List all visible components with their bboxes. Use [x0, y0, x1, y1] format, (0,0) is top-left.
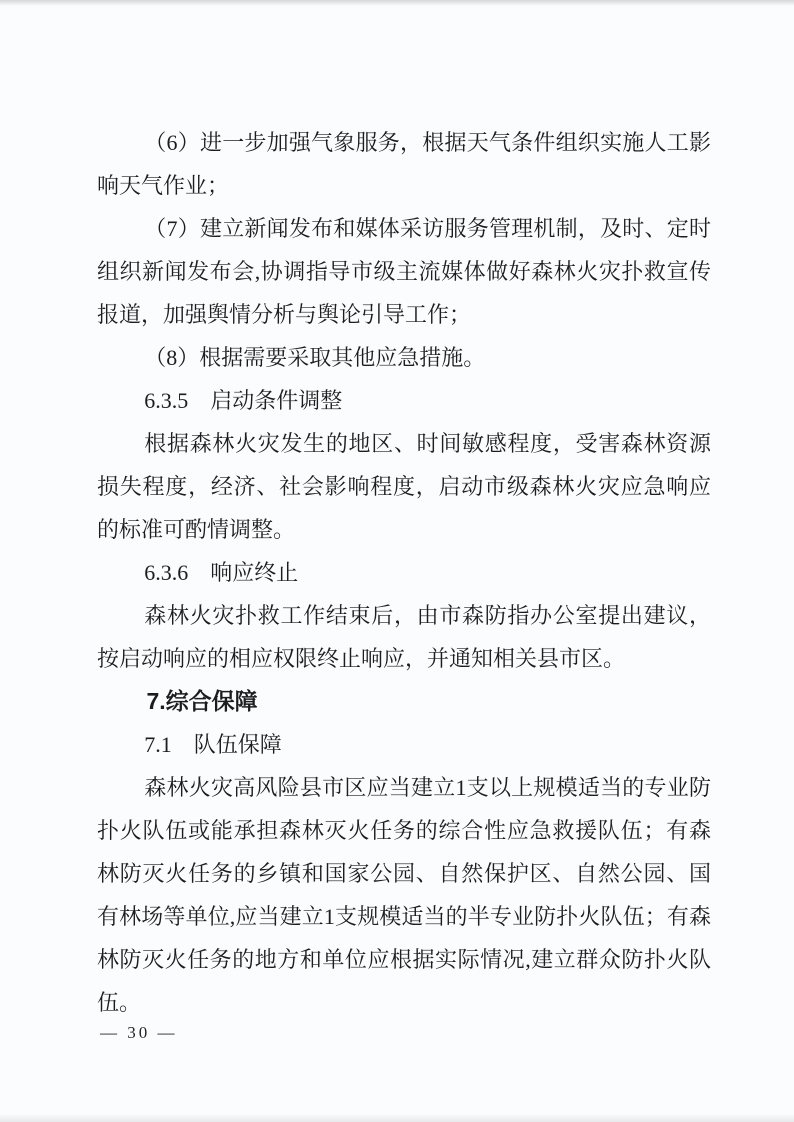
- response-termination-paragraph: 森林火灾扑救工作结束后，由市森防指办公室提出建议，按启动响应的相应权限终止响应，并通知相关县市区。: [97, 603, 711, 671]
- document-body: [97, 121, 711, 1024]
- clause-6-paragraph: （6）进一步加强气象服务，根据天气条件组织实施人工影响天气作业；: [97, 130, 711, 198]
- clause-7-paragraph: （7）建立新闻发布和媒体采访服务管理机制，及时、定时组织新闻发布会,协调指导市级主流媒体做好森林火灾扑救宣传报道，加强舆情分析与舆论引导工作；: [97, 216, 711, 327]
- team-support-paragraph: 森林火灾高风险县市区应当建立1支以上规模适当的专业防扑火队伍或能承担森林灭火任务的综合性应急救援队伍；有森林防灭火任务的乡镇和国家公园、自然保护区、自然公园、国有林场等单位,应当建立1支规模适当的半专业防扑火队伍；有森林防灭火任务的地方和单位应根据实际情况,建立群众防扑火队伍。: [97, 775, 711, 1015]
- activation-criteria-paragraph: 根据森林火灾发生的地区、时间敏感程度，受害森林资源损失程度，经济、社会影响程度，启动市级森林火灾应急响应的标准可酌情调整。: [97, 431, 711, 542]
- section-6-3-5-heading: 6.3.5 启动条件调整: [144, 388, 343, 413]
- section-7-1-heading: 7.1 队伍保障: [144, 732, 282, 757]
- page-number: — 30 —: [100, 1023, 178, 1042]
- chapter-7-heading: 7.综合保障: [146, 688, 258, 714]
- clause-8-paragraph: （8）根据需要采取其他应急措施。: [144, 345, 486, 370]
- section-6-3-6-heading: 6.3.6 响应终止: [144, 560, 299, 585]
